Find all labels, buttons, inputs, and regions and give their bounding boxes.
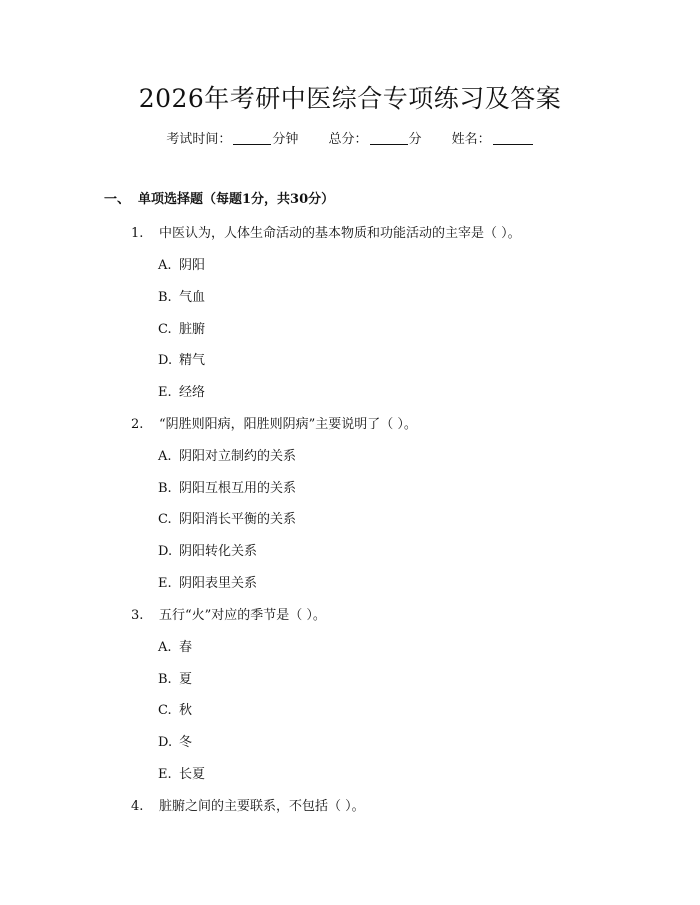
total-score-label: 总分：: [328, 132, 368, 147]
total-score-field: [328, 130, 421, 150]
option-text: 长夏: [179, 767, 206, 782]
option-item: [158, 510, 296, 530]
option-letter: B.: [158, 290, 172, 305]
option-text: 经络: [179, 385, 206, 400]
question-number: 4.: [131, 799, 144, 814]
option-letter: D.: [158, 353, 173, 368]
section-number: 一、: [104, 192, 131, 207]
option-item: [158, 383, 205, 403]
option-item: [158, 256, 205, 276]
option-item: [158, 574, 257, 594]
option-text: 脏腑: [179, 322, 206, 337]
question-number: 1.: [131, 226, 144, 241]
option-text: 阴阳对立制约的关系: [179, 449, 297, 464]
option-text: 阴阳: [179, 258, 206, 273]
option-text: 阴阳表里关系: [179, 576, 258, 591]
option-letter: A.: [158, 449, 172, 464]
option-text: 阴阳转化关系: [179, 544, 258, 559]
option-letter: B.: [158, 481, 172, 496]
option-letter: E.: [158, 576, 172, 591]
question-text: “阴胜则阳病，阳胜则阴病”主要说明了（ ）。: [159, 417, 417, 432]
option-item: [158, 351, 205, 371]
name-field: [452, 130, 534, 150]
option-letter: A.: [158, 640, 172, 655]
question-1: [131, 224, 521, 244]
option-letter: C.: [158, 512, 172, 527]
exam-time-unit: 分钟: [272, 132, 299, 147]
question-2: [131, 415, 417, 435]
exam-time-label: 考试时间：: [166, 132, 232, 147]
option-letter: B.: [158, 672, 172, 687]
option-text: 阴阳互根互用的关系: [179, 481, 297, 496]
option-text: 春: [179, 640, 193, 655]
option-item: [158, 479, 296, 499]
option-item: [158, 701, 192, 721]
name-label: 姓名：: [451, 132, 491, 147]
option-letter: E.: [158, 767, 172, 782]
question-number: 3.: [131, 608, 144, 623]
question-text: 中医认为，人体生命活动的基本物质和功能活动的主宰是（ ）。: [159, 226, 521, 241]
option-item: [158, 542, 257, 562]
total-score-blank: [370, 130, 408, 145]
question-number: 2.: [131, 417, 144, 432]
option-text: 精气: [179, 353, 206, 368]
option-letter: D.: [158, 544, 173, 559]
total-score-unit: 分: [408, 132, 422, 147]
question-text: 五行“火”对应的季节是（ ）。: [159, 608, 326, 623]
option-text: 气血: [179, 290, 206, 305]
option-letter: E.: [158, 385, 172, 400]
option-text: 冬: [179, 735, 193, 750]
option-item: [158, 288, 205, 308]
option-item: [158, 765, 205, 785]
option-text: 阴阳消长平衡的关系: [179, 512, 297, 527]
option-item: [158, 733, 192, 753]
exam-time-field: [166, 130, 298, 150]
option-text: 秋: [179, 703, 193, 718]
page-title: 2026年考研中医综合专项练习及答案: [138, 84, 562, 113]
option-letter: C.: [158, 322, 172, 337]
question-4: [131, 797, 365, 817]
option-item: [158, 447, 296, 467]
question-3: [131, 606, 326, 626]
option-letter: D.: [158, 735, 173, 750]
question-text: 脏腑之间的主要联系，不包括（ ）。: [159, 799, 365, 814]
option-letter: C.: [158, 703, 172, 718]
option-letter: A.: [158, 258, 172, 273]
name-blank: [493, 130, 533, 145]
option-item: [158, 320, 205, 340]
section-heading: [104, 190, 334, 210]
exam-meta-line: [0, 130, 700, 150]
option-item: [158, 638, 192, 658]
option-item: [158, 670, 192, 690]
section-title: 单项选择题（每题1分，共30分）: [138, 192, 335, 207]
option-text: 夏: [179, 672, 193, 687]
exam-time-blank: [233, 130, 271, 145]
